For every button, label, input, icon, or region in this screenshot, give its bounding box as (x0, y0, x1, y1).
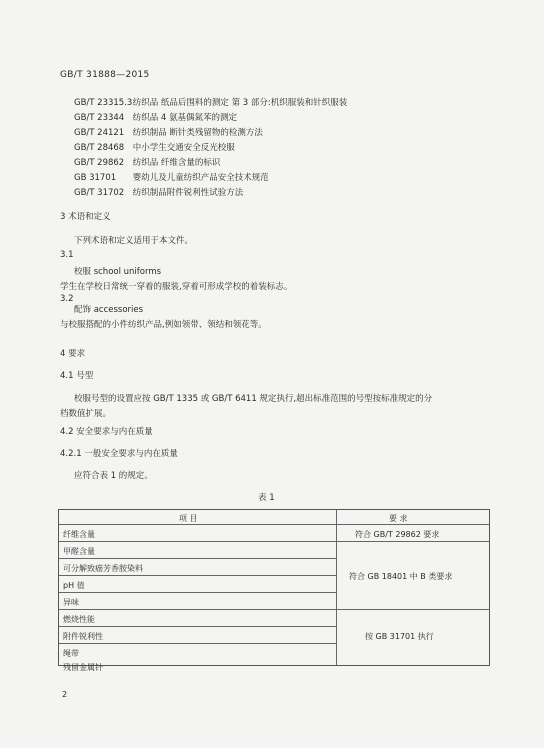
table-rule (59, 643, 336, 644)
reference-title: 纺织品 纤维含量的标识 (132, 158, 221, 168)
term-definition: 与校服搭配的小件纺织产品,例如领带、领结和领花等。 (60, 320, 267, 330)
table-header-requirement: 要 求 (389, 514, 408, 523)
table-row-item: 附件锐利性 (63, 632, 103, 641)
reference-code: GB/T 24121 (74, 128, 125, 138)
paragraph-line: 校服号型的设置应按 GB/T 1335 或 GB/T 6411 规定执行,超出标准范围的号型按标准规定的分 (74, 394, 433, 404)
term-number: 3.2 (60, 294, 74, 304)
table-row-item: 可分解致癌芳香胺染料 (63, 564, 143, 573)
reference-code: GB/T 23315.3 (74, 98, 133, 108)
reference-code: GB/T 31702 (74, 188, 125, 198)
subsection-heading: 4.1 号型 (60, 371, 94, 381)
reference-title: 纺织品 4 氨基偶氮苯的测定 (132, 113, 238, 123)
term-title: 校服 school uniforms (74, 267, 162, 277)
table-row-item: 燃烧性能 (63, 615, 95, 624)
page-number: 2 (62, 690, 68, 699)
paragraph-line: 应符合表 1 的规定。 (74, 471, 153, 481)
reference-title: 纺织品 纸品后围料的测定 第 3 部分:机织服装和针织服装 (132, 98, 348, 108)
reference-title: 婴幼儿及儿童纺织产品安全技术规范 (132, 173, 269, 183)
table-requirement: 符合 GB 18401 中 B 类要求 (349, 572, 453, 581)
table-rule (59, 575, 336, 576)
reference-title: 纺织制品 断针类残留物的检测方法 (132, 128, 263, 138)
section-intro: 下列术语和定义适用于本文件。 (74, 236, 194, 246)
table-rule (59, 558, 336, 559)
reference-item (74, 96, 347, 108)
table-rule (59, 524, 489, 525)
term-number: 3.1 (60, 250, 74, 260)
table-rule (59, 541, 336, 542)
term-definition: 学生在学校日常统一穿着的服装,穿着可形成学校的着装标志。 (60, 282, 293, 292)
standard-header: GB/T 31888—2015 (60, 70, 150, 80)
table-row-item: 甲醛含量 (63, 547, 95, 556)
table-row-item: 纤维含量 (63, 530, 95, 539)
table-rule (59, 592, 336, 593)
table-requirement: 符合 GB/T 29862 要求 (355, 530, 440, 539)
reference-code: GB/T 29862 (74, 158, 125, 168)
table-row-item: 残留金属针 (63, 663, 103, 672)
table-rule (336, 541, 489, 542)
reference-item (74, 186, 243, 198)
section-heading: 3 术语和定义 (60, 212, 111, 222)
subsection-heading: 4.2.1 一般安全要求与内在质量 (60, 449, 178, 459)
section-heading: 4 要求 (60, 349, 86, 359)
reference-title: 纺织制品附件锐利性试验方法 (132, 188, 244, 198)
table-rule (59, 626, 336, 627)
subsection-heading: 4.2 安全要求与内在质量 (60, 427, 153, 437)
reference-item (74, 111, 237, 123)
table-column-divider (336, 510, 337, 665)
reference-title: 中小学生交通安全反光校服 (132, 143, 235, 153)
table-caption: 表 1 (258, 493, 275, 503)
table-requirement: 按 GB 31701 执行 (365, 632, 434, 641)
reference-code: GB/T 28468 (74, 143, 125, 153)
table-rule (59, 609, 489, 610)
table-header-item: 项 目 (179, 514, 198, 523)
reference-item (74, 126, 263, 138)
reference-item (74, 156, 220, 168)
table-row-item: pH 值 (63, 581, 85, 590)
table-row-item: 异味 (63, 598, 79, 607)
term-title: 配饰 accessories (74, 305, 144, 315)
reference-item (74, 141, 235, 153)
requirements-table (58, 509, 490, 672)
table-row-item: 绳带 (63, 649, 79, 658)
reference-code: GB 31701 (74, 173, 117, 183)
reference-item (74, 171, 269, 183)
paragraph-line: 档数值扩展。 (60, 409, 112, 419)
reference-code: GB/T 23344 (74, 113, 125, 123)
